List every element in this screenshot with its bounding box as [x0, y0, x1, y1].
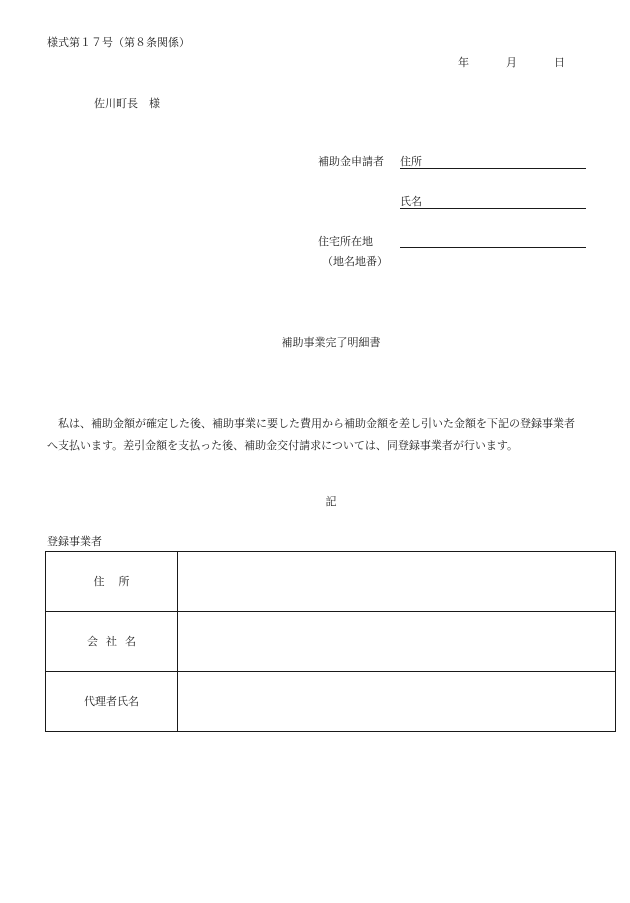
site-label: 住宅所在地	[318, 235, 373, 248]
document-title: 補助事業完了明細書	[281, 336, 381, 349]
applicant-name-label: 氏名	[400, 195, 422, 208]
registrar-table	[45, 551, 616, 732]
site-location-field[interactable]	[400, 234, 586, 248]
date-year-label: 年	[458, 56, 469, 69]
row-label-address	[46, 552, 178, 612]
table-row	[46, 552, 616, 612]
declaration-line-1: 私は、補助金額が確定した後、補助事業に要した費用から補助金額を差し引いた金額を下記の登録事業者	[58, 417, 575, 430]
applicant-label: 補助金申請者	[318, 155, 384, 168]
row-label-agent-text: 代理者氏名	[84, 694, 139, 708]
row-value-agent[interactable]	[178, 672, 616, 732]
row-label-address-text: 住所	[93, 574, 144, 588]
row-label-company	[46, 612, 178, 672]
registrar-caption: 登録事業者	[47, 535, 102, 548]
declaration-line-2: へ支払います。差引金額を支払った後、補助金交付請求については、同登録事業者が行います。	[47, 439, 519, 452]
row-value-company[interactable]	[178, 612, 616, 672]
ki-heading: 記	[325, 495, 337, 508]
addressee: 佐川町長 様	[94, 97, 160, 110]
row-value-address[interactable]	[178, 552, 616, 612]
applicant-address-field[interactable]	[400, 155, 586, 169]
table-row	[46, 672, 616, 732]
row-label-agent	[46, 672, 178, 732]
applicant-name-field[interactable]	[400, 195, 586, 209]
form-number: 様式第１７号（第８条関係）	[47, 36, 190, 49]
site-sublabel: （地名地番）	[322, 255, 388, 268]
declaration-text	[47, 413, 619, 457]
date-month-label: 月	[506, 56, 517, 69]
date-line	[458, 56, 565, 69]
row-label-company-text: 会社名	[87, 634, 144, 648]
table-row	[46, 612, 616, 672]
applicant-address-label: 住所	[400, 155, 422, 168]
date-day-label: 日	[554, 56, 565, 69]
